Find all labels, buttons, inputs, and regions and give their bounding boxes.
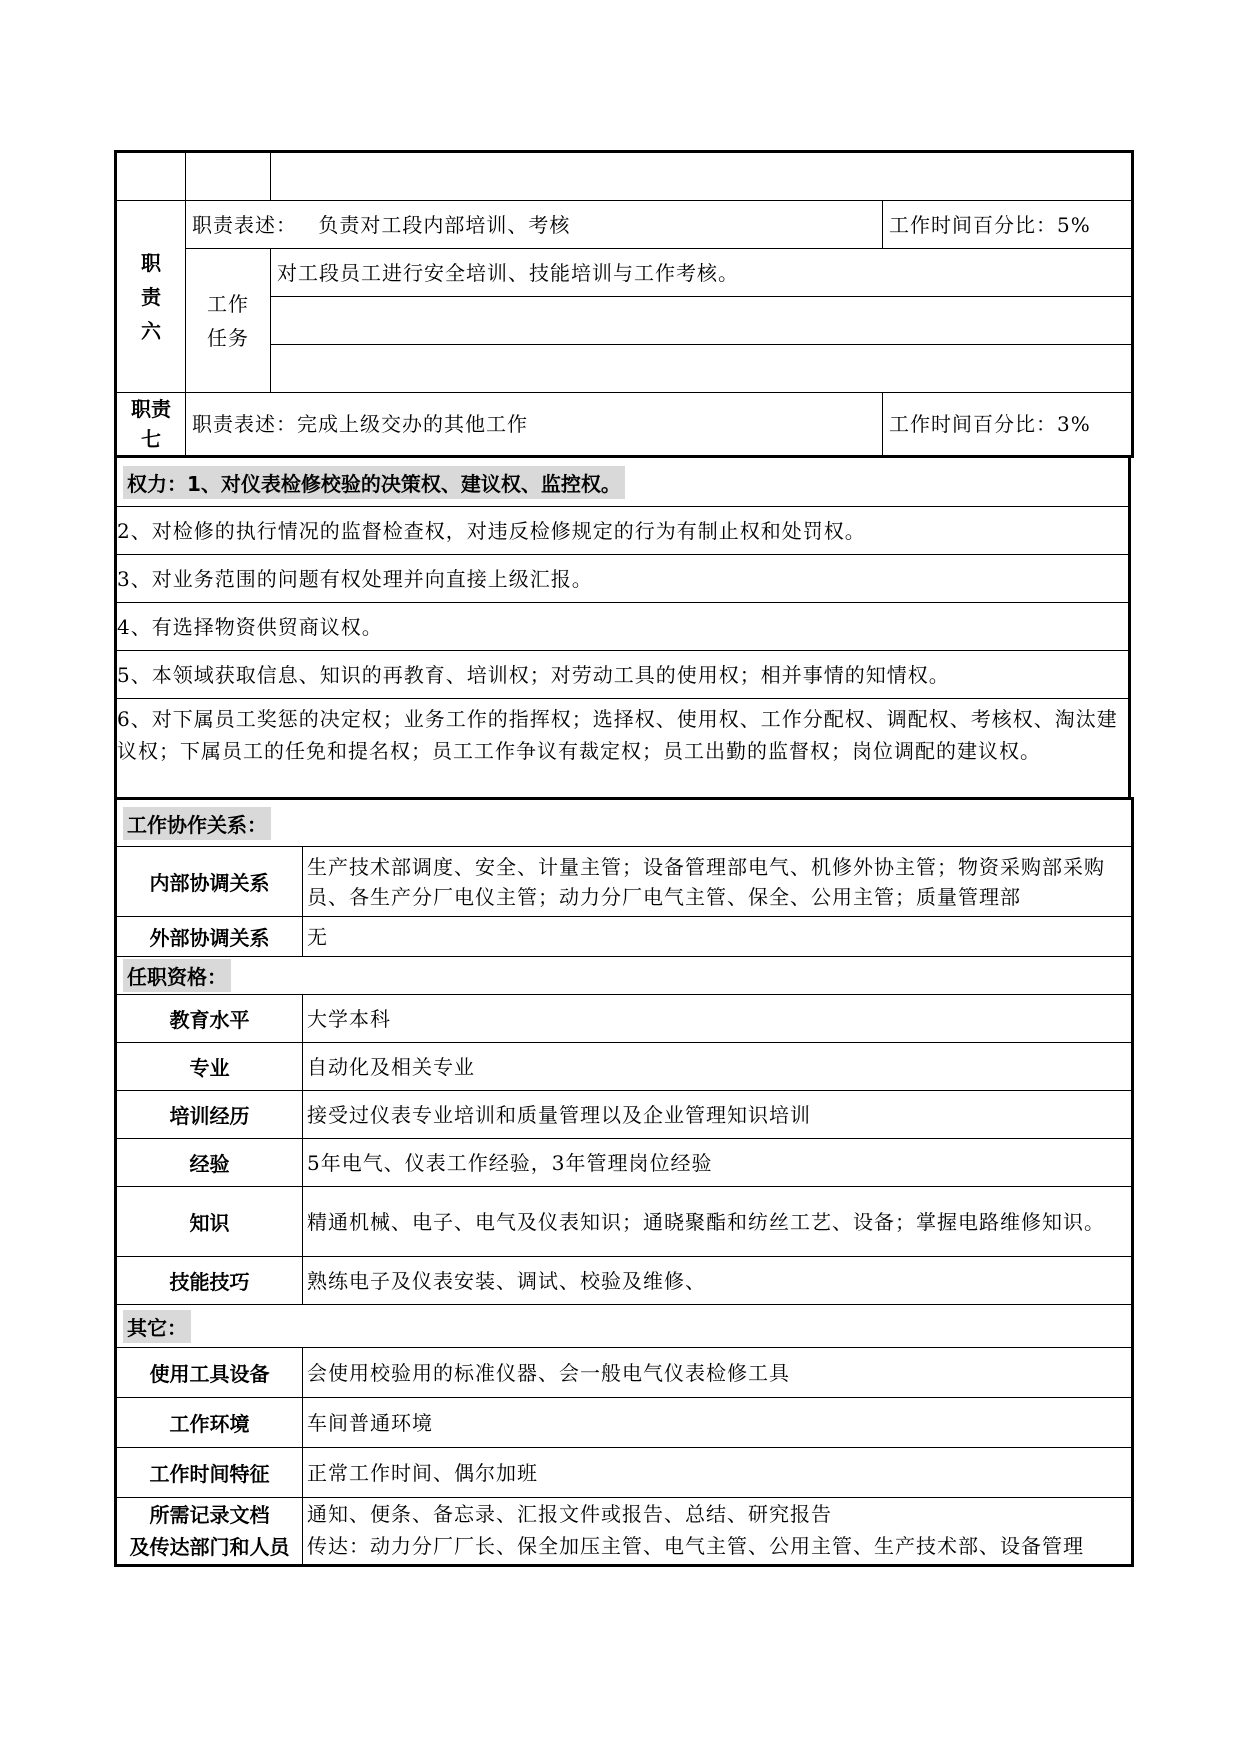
authority-item: 6、对下属员工奖惩的决定权；业务工作的指挥权；选择权、使用权、工作分配权、调配权、考核权、淘汰建议权；下属员工的任免和提名权；员工工作争议有裁定权；员工出勤的监督权；岗位调配的建议权。	[116, 699, 1130, 799]
authority-title: 权力：1、对仪表检修校验的决策权、建议权、监控权。	[123, 466, 625, 499]
duty7-row	[116, 393, 1133, 457]
row-label: 知识	[116, 1187, 303, 1257]
other-title: 其它：	[123, 1310, 191, 1343]
cooperation-row	[116, 847, 1133, 917]
qualification-row	[116, 1187, 1133, 1257]
requirements-table	[114, 797, 1134, 1567]
cooperation-row	[116, 917, 1133, 957]
authority-item: 3、对业务范围的问题有权处理并向直接上级汇报。	[116, 555, 1130, 603]
qualification-row	[116, 1091, 1133, 1139]
row-label: 培训经历	[116, 1091, 303, 1139]
row-label: 工作时间特征	[116, 1448, 303, 1498]
job-description-sheet	[114, 150, 1131, 1567]
blank-top-row	[116, 152, 1133, 201]
duty7-label: 职责 七	[116, 393, 186, 457]
row-label: 内部协调关系	[116, 847, 303, 917]
row-label: 经验	[116, 1139, 303, 1187]
row-value: 5年电气、仪表工作经验，3年管理岗位经验	[303, 1139, 1133, 1187]
row-value: 自动化及相关专业	[303, 1043, 1133, 1091]
duty7-desc: 职责表述：完成上级交办的其他工作	[186, 393, 883, 457]
authority-table	[114, 455, 1131, 800]
authority-item: 2、对检修的执行情况的监督检查权，对违反检修规定的行为有制止权和处罚权。	[116, 507, 1130, 555]
row-value: 会使用校验用的标准仪器、会一般电气仪表检修工具	[303, 1348, 1133, 1398]
authority-item: 4、有选择物资供贸商议权。	[116, 603, 1130, 651]
row-value: 车间普通环境	[303, 1398, 1133, 1448]
other-row	[116, 1448, 1133, 1498]
row-value: 生产技术部调度、安全、计量主管；设备管理部电气、机修外协主管；物资采购部采购员、各生产分厂电仪主管；动力分厂电气主管、保全、公用主管；质量管理部	[303, 847, 1133, 917]
other-row	[116, 1498, 1133, 1566]
duty6-task-label: 工作 任务	[186, 249, 271, 393]
duty6-desc-row	[116, 201, 1133, 249]
duty6-pct: 工作时间百分比：5%	[883, 201, 1133, 249]
qualification-title: 任职资格：	[123, 959, 231, 992]
row-label: 外部协调关系	[116, 917, 303, 957]
row-value: 熟练电子及仪表安装、调试、校验及维修、	[303, 1257, 1133, 1305]
qualification-row	[116, 1043, 1133, 1091]
row-label: 技能技巧	[116, 1257, 303, 1305]
qualification-row	[116, 995, 1133, 1043]
qualification-row	[116, 1139, 1133, 1187]
duty-table	[114, 150, 1134, 458]
duty6-task-row	[116, 249, 1133, 297]
row-label: 教育水平	[116, 995, 303, 1043]
row-label: 使用工具设备	[116, 1348, 303, 1398]
duty6-label: 职 责 六	[116, 201, 186, 393]
row-label: 专业	[116, 1043, 303, 1091]
row-value: 通知、便条、备忘录、汇报文件或报告、总结、研究报告 传达：动力分厂厂长、保全加压主管、电气主管、公用主管、生产技术部、设备管理	[303, 1498, 1133, 1566]
qualification-row	[116, 1257, 1133, 1305]
duty7-pct: 工作时间百分比：3%	[883, 393, 1133, 457]
duty6-desc: 负责对工段内部培训、考核	[318, 212, 571, 237]
row-label: 工作环境	[116, 1398, 303, 1448]
row-value: 无	[303, 917, 1133, 957]
duty6-task-1: 对工段员工进行安全培训、技能培训与工作考核。	[271, 249, 1133, 297]
cooperation-title: 工作协作关系：	[123, 807, 271, 840]
other-row	[116, 1348, 1133, 1398]
duty6-task-3	[271, 345, 1133, 393]
row-value: 精通机械、电子、电气及仪表知识；通晓聚酯和纺丝工艺、设备；掌握电路维修知识。	[303, 1187, 1133, 1257]
row-value: 接受过仪表专业培训和质量管理以及企业管理知识培训	[303, 1091, 1133, 1139]
duty6-desc-label: 职责表述：	[192, 212, 297, 237]
duty6-task-2	[271, 297, 1133, 345]
other-row	[116, 1398, 1133, 1448]
row-label: 所需记录文档 及传达部门和人员	[116, 1498, 303, 1566]
authority-item: 5、本领域获取信息、知识的再教育、培训权；对劳动工具的使用权；相并事情的知情权。	[116, 651, 1130, 699]
row-value: 大学本科	[303, 995, 1133, 1043]
row-value: 正常工作时间、偶尔加班	[303, 1448, 1133, 1498]
